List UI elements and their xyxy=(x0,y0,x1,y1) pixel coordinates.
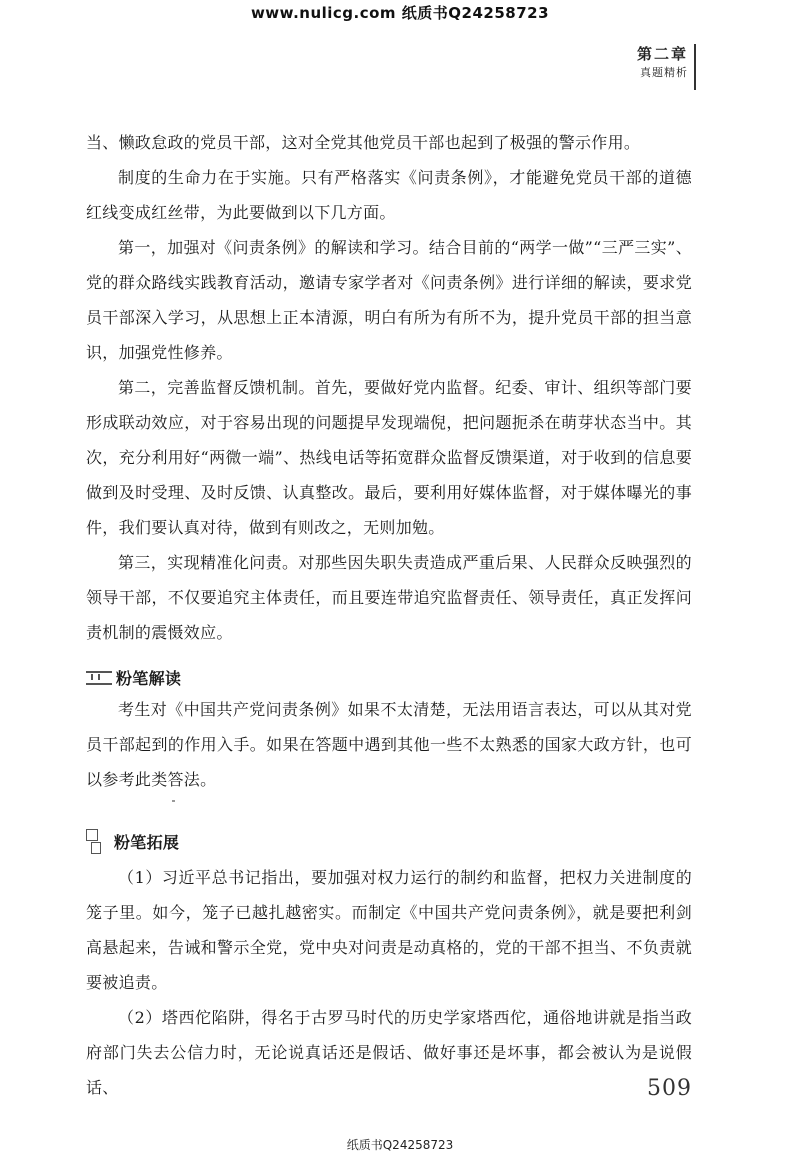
scan-speck xyxy=(172,800,175,802)
section-marker-icon xyxy=(86,829,102,855)
section-paragraph: 考生对《中国共产党问责条例》如果不太清楚，无法用语言表达，可以从其对党员干部起到的作用入手。如果在答题中遇到其他一些不太熟悉的国家大政方针，也可以参考此类答法。 xyxy=(86,700,692,789)
section-heading-text: 粉笔解读 xyxy=(116,668,182,688)
body-paragraph: 当、懒政怠政的党员干部，这对全党其他党员干部也起到了极强的警示作用。 xyxy=(86,133,641,152)
chapter-subtitle: 真题精析 xyxy=(640,66,688,79)
chapter-header xyxy=(637,44,688,82)
section-paragraph: （1）习近平总书记指出，要加强对权力运行的制约和监督，把权力关进制度的笼子里。如今，笼子已越扎越密实。而制定《中国共产党问责条例》，就是要把利剑高悬起来，告诫和警示全党，党中央对问责是动真格的，党的干部不担当、不负责就要被追责。 xyxy=(86,868,692,992)
body-paragraph: 第二，完善监督反馈机制。首先，要做好党内监督。纪委、审计、组织等部门要形成联动效应，对于容易出现的问题提早发现端倪，把问题扼杀在萌芽状态当中。其次，充分利用好“两微一端”、热线电话等拓宽群众监督反馈渠道，对于收到的信息要做到及时受理、及时反馈、认真整改。最后，要利用好媒体监督，对于媒体曝光的事件，我们要认真对待，做到有则改之，无则加勉。 xyxy=(86,378,692,537)
watermark-top: www.nulicg.com 纸质书Q24258723 xyxy=(250,4,550,22)
body-paragraph: 制度的生命力在于实施。只有严格落实《问责条例》，才能避免党员干部的道德红线变成红丝带，为此要做到以下几方面。 xyxy=(86,168,692,222)
section-interpret xyxy=(86,662,692,797)
section-extend xyxy=(86,826,692,1105)
watermark-bottom: 纸质书Q24258723 xyxy=(346,1138,454,1152)
chapter-title: 第二章 xyxy=(636,45,688,63)
section-heading xyxy=(86,826,692,858)
body-paragraph: 第三，实现精准化问责。对那些因失职失责造成严重后果、人民群众反映强烈的领导干部，不仅要追究主体责任，而且要连带追究监督责任、领导责任，真正发挥问责机制的震慑效应。 xyxy=(86,553,692,642)
section-paragraph: （2）塔西佗陷阱，得名于古罗马时代的历史学家塔西佗，通俗地讲就是指当政府部门失去公信力时，无论说真话还是假话、做好事还是坏事，都会被认为是说假话、 xyxy=(86,1008,692,1097)
section-marker-icon xyxy=(86,671,112,685)
section-heading xyxy=(86,662,692,694)
page-number: 509 xyxy=(647,1076,692,1101)
body-paragraph: 第一，加强对《问责条例》的解读和学习。结合目前的“两学一做”“三严三实”、党的群众路线实践教育活动，邀请专家学者对《问责条例》进行详细的解读，要求党员干部深入学习，从思想上正本清源，明白有所为有所不为，提升党员干部的担当意识，加强党性修养。 xyxy=(86,238,692,362)
body-text xyxy=(86,125,692,650)
chapter-divider xyxy=(694,44,696,90)
section-heading-text: 粉笔拓展 xyxy=(114,832,180,852)
